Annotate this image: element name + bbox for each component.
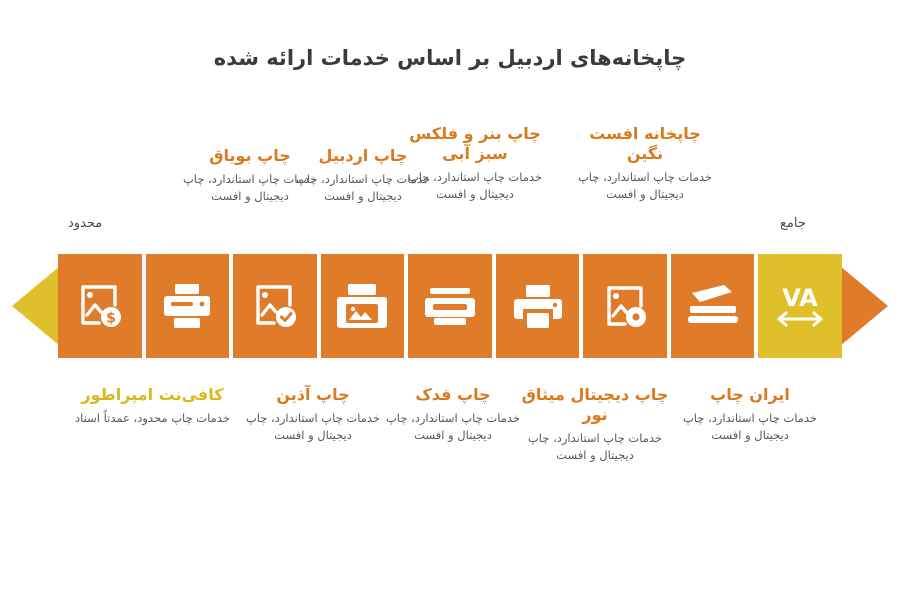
arrow-head-left-icon xyxy=(8,252,60,360)
callout-title: چاپ بویاق xyxy=(209,146,291,165)
arrow-head-right-icon xyxy=(840,252,892,360)
callout-top-4[interactable] xyxy=(570,124,720,204)
image-price-icon xyxy=(74,280,126,332)
office-printer-icon xyxy=(161,280,213,332)
page-title: چاپخانه‌های اردبیل بر اساس خدمات ارائه شده xyxy=(213,46,687,70)
callout-bottom-3[interactable] xyxy=(378,385,528,445)
spectrum-cell-7[interactable] xyxy=(233,254,317,358)
spectrum-cell-3[interactable] xyxy=(583,254,667,358)
spectrum-cell-4[interactable] xyxy=(496,254,580,358)
image-settings-icon xyxy=(599,280,651,332)
callout-title: چاپ فدک xyxy=(415,385,491,404)
callout-top-3[interactable] xyxy=(400,124,550,204)
callout-title: چاپ دیجیتال میثاق نور xyxy=(521,385,669,424)
svg-text:VA: VA xyxy=(782,284,818,312)
callout-title: چاپ اردبیل xyxy=(318,146,408,165)
printer-icon xyxy=(511,280,565,332)
callout-description: خدمات چاپ استاندارد، چاپ دیجیتال و افست xyxy=(577,170,713,202)
callout-bottom-1[interactable] xyxy=(70,385,235,427)
callout-title: چاپ آذین xyxy=(276,385,350,404)
callout-description: خدمات چاپ محدود، عمدتاً اسناد xyxy=(75,411,230,425)
endpoint-label-comprehensive: جامع xyxy=(780,216,806,231)
callout-title: کافی‌نت امپراطور xyxy=(81,385,224,404)
callout-description: خدمات چاپ استاندارد، چاپ دیجیتال و افست xyxy=(527,431,663,463)
photo-printer-icon xyxy=(335,280,389,332)
svg-text:$: $ xyxy=(105,310,116,327)
callout-title: ایران چاپ xyxy=(710,385,790,404)
callout-bottom-5[interactable] xyxy=(675,385,825,445)
callout-description: خدمات چاپ استاندارد، چاپ دیجیتال و افست xyxy=(295,172,431,204)
spectrum-arrow-band xyxy=(0,252,900,360)
callout-bottom-2[interactable] xyxy=(238,385,388,445)
image-check-icon xyxy=(249,280,301,332)
spectrum-cell-2[interactable] xyxy=(671,254,755,358)
callout-description: خدمات چاپ استاندارد، چاپ دیجیتال و افست xyxy=(682,411,818,443)
stapler-icon xyxy=(684,280,742,332)
va-range-icon xyxy=(770,280,830,332)
spectrum-cell-6[interactable] xyxy=(321,254,405,358)
wide-printer-icon xyxy=(422,280,478,332)
callout-title: چاپ بنر و فلکس سبز آبی xyxy=(409,124,541,163)
callout-description: خدمات چاپ استاندارد، چاپ دیجیتال و افست xyxy=(385,411,521,443)
callout-bottom-4[interactable] xyxy=(520,385,670,465)
callout-title: چاپخانه افست نگین xyxy=(589,124,701,163)
spectrum-cell-5[interactable] xyxy=(408,254,492,358)
endpoint-label-limited: محدود xyxy=(68,216,103,231)
callout-description: خدمات چاپ استاندارد، چاپ دیجیتال و افست xyxy=(245,411,381,443)
spectrum-cell-9[interactable] xyxy=(58,254,142,358)
spectrum-cell-8[interactable] xyxy=(146,254,230,358)
callout-description: خدمات چاپ استاندارد، چاپ دیجیتال و افست xyxy=(182,172,318,204)
callout-description: خدمات چاپ استاندارد، چاپ دیجیتال و افست xyxy=(407,170,543,202)
spectrum-cell-1[interactable] xyxy=(758,254,842,358)
